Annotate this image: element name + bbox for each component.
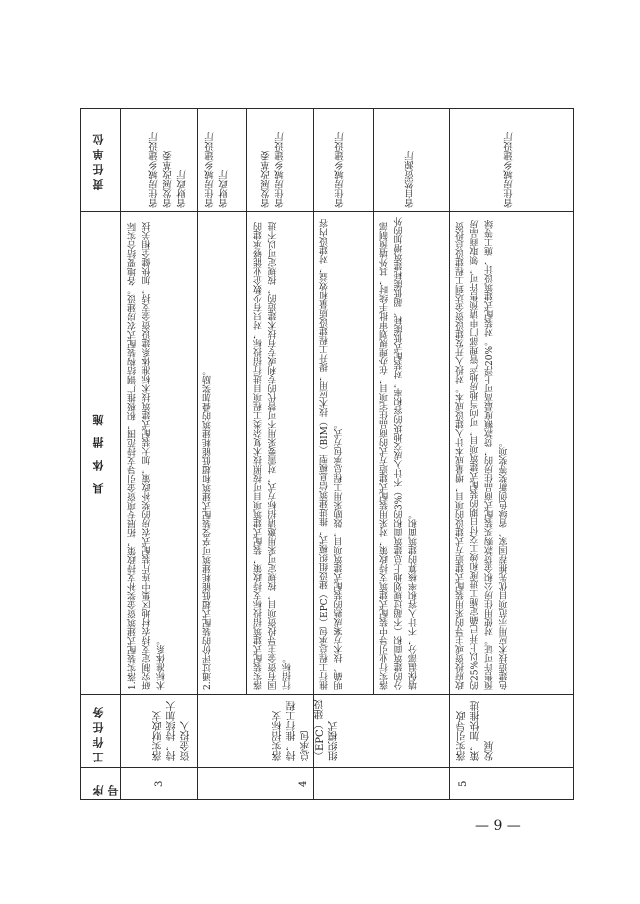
- row-5-measure: 政府投资或主导的采用装配式建造方式建设的项目，增量成本计入建设成本。对投入开发建设资金达到工程建设总投资的25%以上并已确定施工进度和竣工交付日期的装配式建筑项目，可向当地房地产管理部门申请预售许可，领取商品房预售许可证。对使用住房公积金贷款购买装配式商品住房的，贷款额度最高可上浮20%。对装配式建筑设计、施工等绿色建造技术应用示范项目优先推荐国家、省绿色创新奖等奖项。: [456, 219, 510, 690]
- row-3-resp-1: 省住房城乡建设厅: [149, 132, 160, 208]
- col-divider-measures: [80, 211, 574, 212]
- row-3-measure-2: 2.通过评价的装配式超低能耗建筑可享受装配式建筑和超低能耗建筑的叠加奖励。: [203, 366, 213, 690]
- row-5-resp: [503, 116, 517, 208]
- row-5-task: 落实引导政策，加快推进发展: [457, 701, 496, 761]
- row-3-resp-b: [204, 116, 232, 208]
- table-border-top: [80, 108, 574, 109]
- table-border-bottom: [80, 799, 574, 800]
- row-cont-resp: [404, 116, 418, 208]
- row-4-resp: [260, 116, 288, 208]
- row-3-measure-1: 1.落实装配式建筑资金奖补支持政策，拓展专项资金引导支持范围，积极推广钢结构装配式农房建设。各地要结合实际研究制定支持农村地区集中连片装配式农房的奖补政策，加大装配式建筑技术标准体系建设资金支持，加快健全相关技术标准体系。: [128, 222, 167, 690]
- row-cont-measure: 落实行业引导中装配式建筑支持政策，对采用装配式建造方式的商品住宅项目，在办理规划审批手续时，其外墙预制部分的建筑面积（不超过规划地上总建筑面积的3%）不计入成交地块的容积率，对装配式低能耗、超低能耗建筑增加的外墙保温部分，不计入容积率核算的建筑面积。: [380, 216, 419, 690]
- row-4-resp-b: [334, 116, 348, 208]
- row-3-seq: 3: [154, 780, 165, 788]
- row-4-seq: 4: [298, 780, 309, 788]
- row-cont-resp-1: 省自然资源厅: [405, 151, 416, 208]
- row-divider-4: [313, 108, 314, 800]
- col-divider-task: [80, 694, 574, 695]
- row-4-resp-b-1: 省住房城乡建设厅: [335, 132, 346, 208]
- row-3-task: 落实财政支持，持续加大资金投入: [153, 701, 192, 761]
- header-task: 工作任务: [92, 703, 105, 763]
- row-4-measure-2: 推行工程总承包（EPC）建设组织模式，推进建筑信息模型（BIM）技术应用，提升工程建设质量和效益，对建设内容明确、技术方案成熟的装配式建筑项目，鼓励采用工程总承包方式。: [320, 219, 345, 690]
- header-resp: 责任单位: [92, 130, 105, 190]
- row-3-resp: [148, 116, 190, 208]
- row-divider-6: [449, 108, 450, 800]
- row-4-resp-2: 省住房城乡建设厅: [275, 132, 286, 208]
- row-5-seq: 5: [458, 780, 469, 788]
- header-measures: 具 体 措 施: [92, 410, 105, 494]
- page-number: — 9 —: [475, 818, 521, 834]
- row-divider-3: [246, 108, 247, 695]
- row-4-measure-1: 落实装配式建筑招投标支持政策，装配式建筑项目可按照技术复杂类工程项目进行招投标，对只有少数企业能够承建的国有资金主导投资项目，按规定可采用邀请招标方式，对需要采用不可替代的专利或专有技术建造的，按规定可以不进行招标。: [254, 222, 293, 690]
- row-divider-1: [120, 108, 121, 800]
- row-3-resp-b-1: 省住房城乡建设厅: [205, 132, 216, 208]
- row-5-resp-1: 省住房城乡建设厅: [504, 132, 515, 208]
- row-3-resp-3: 省财政厅: [177, 170, 188, 208]
- row-4-task: 落实招标支持，推行工程总承包（EPC）建设组织模式: [273, 699, 340, 761]
- row-divider-2: [197, 108, 198, 800]
- row-3-resp-2: 省发展改革委: [163, 151, 174, 208]
- header-seq: 序号: [92, 781, 120, 796]
- col-divider-seq: [80, 767, 574, 768]
- row-4-resp-1: 省发展改革委: [261, 151, 272, 208]
- row-3-resp-b-2: 省财政厅: [219, 170, 230, 208]
- row-divider-5: [373, 108, 374, 695]
